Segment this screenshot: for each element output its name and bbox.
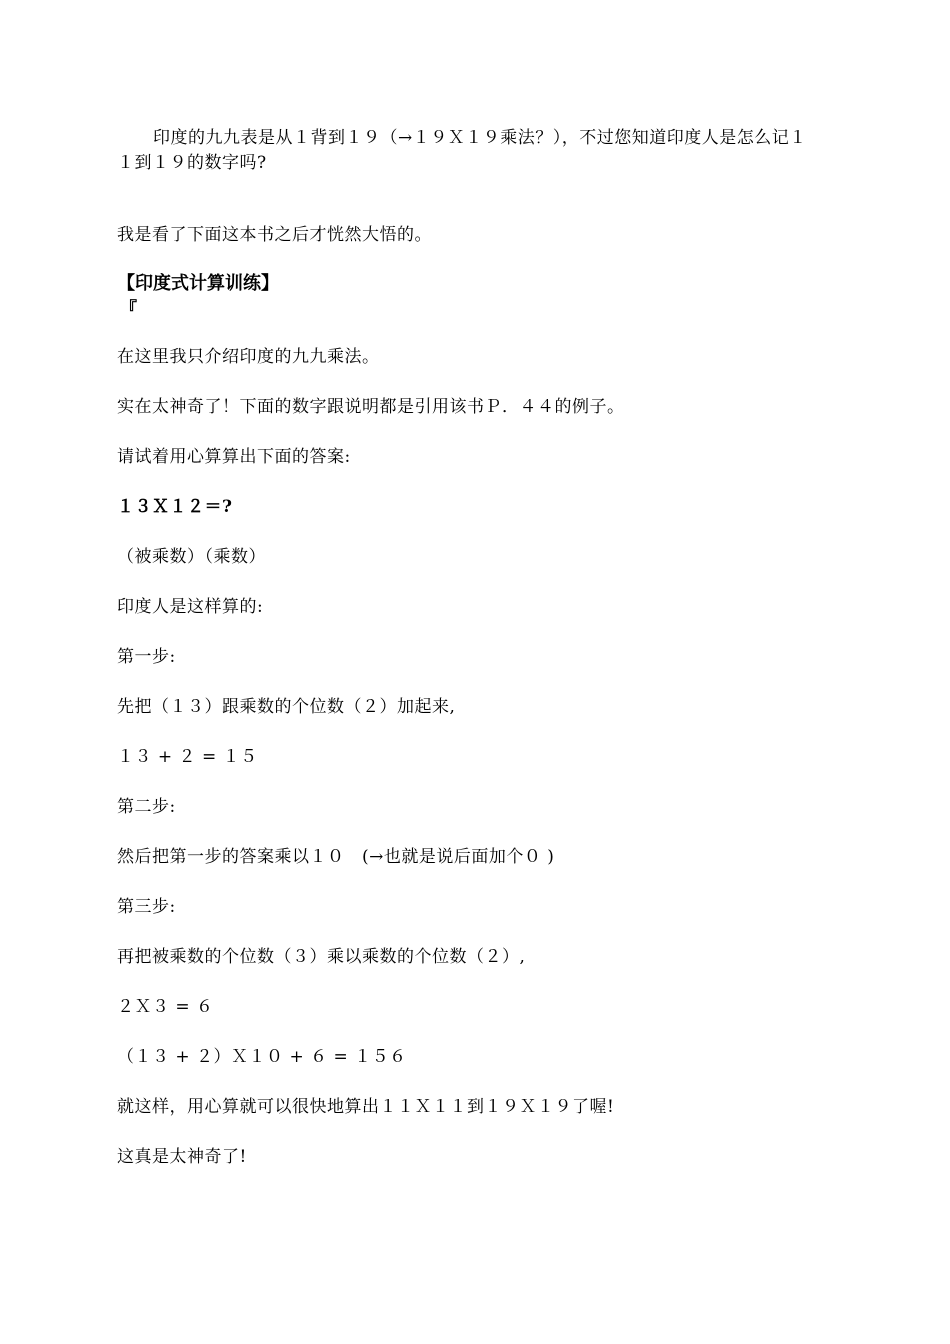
step-heading: 第三步:	[117, 897, 176, 917]
open-quote-bracket: 『	[120, 299, 137, 319]
text-line: 实在太神奇了！下面的数字跟说明都是引用该书Ｐ．４４的例子。	[117, 397, 625, 417]
intro-paragraph: 印度的九九表是从１背到１９（→１９Ｘ１９乘法？），不过您知道印度人是怎么记１１到１９的数字吗?	[117, 128, 807, 173]
book-title: 【印度式计算训练】	[117, 273, 279, 294]
text-line: 然后把第一步的答案乘以１０ (→也就是说后面加个０ )	[117, 847, 555, 867]
step-heading: 第一步:	[117, 647, 176, 667]
text-line: 请试着用心算算出下面的答案:	[117, 447, 351, 467]
equation-line: ２Ｘ３ = ６	[117, 997, 214, 1017]
text-line: 在这里我只介绍印度的九九乘法。	[117, 347, 380, 367]
text-line: （被乘数）（乘数）	[117, 547, 266, 567]
text-line: 这真是太神奇了!	[117, 1147, 247, 1167]
text-line: 印度人是这样算的:	[117, 597, 264, 617]
equation-line: （１３ + ２）Ｘ１０ + ６ = １５６	[117, 1047, 407, 1067]
text-line: 先把（１３）跟乘数的个位数（２）加起来,	[117, 697, 456, 717]
step-heading: 第二步:	[117, 797, 176, 817]
text-line: 就这样，用心算就可以很快地算出１１Ｘ１１到１９Ｘ１９了喔!	[117, 1097, 615, 1117]
equation-line: １３ + ２ = １５	[117, 747, 258, 767]
problem-equation: １３Ｘ１２＝?	[117, 497, 233, 517]
text-line: 再把被乘数的个位数（３）乘以乘数的个位数（２）,	[117, 947, 526, 967]
lead-sentence: 我是看了下面这本书之后才恍然大悟的。	[117, 225, 432, 245]
